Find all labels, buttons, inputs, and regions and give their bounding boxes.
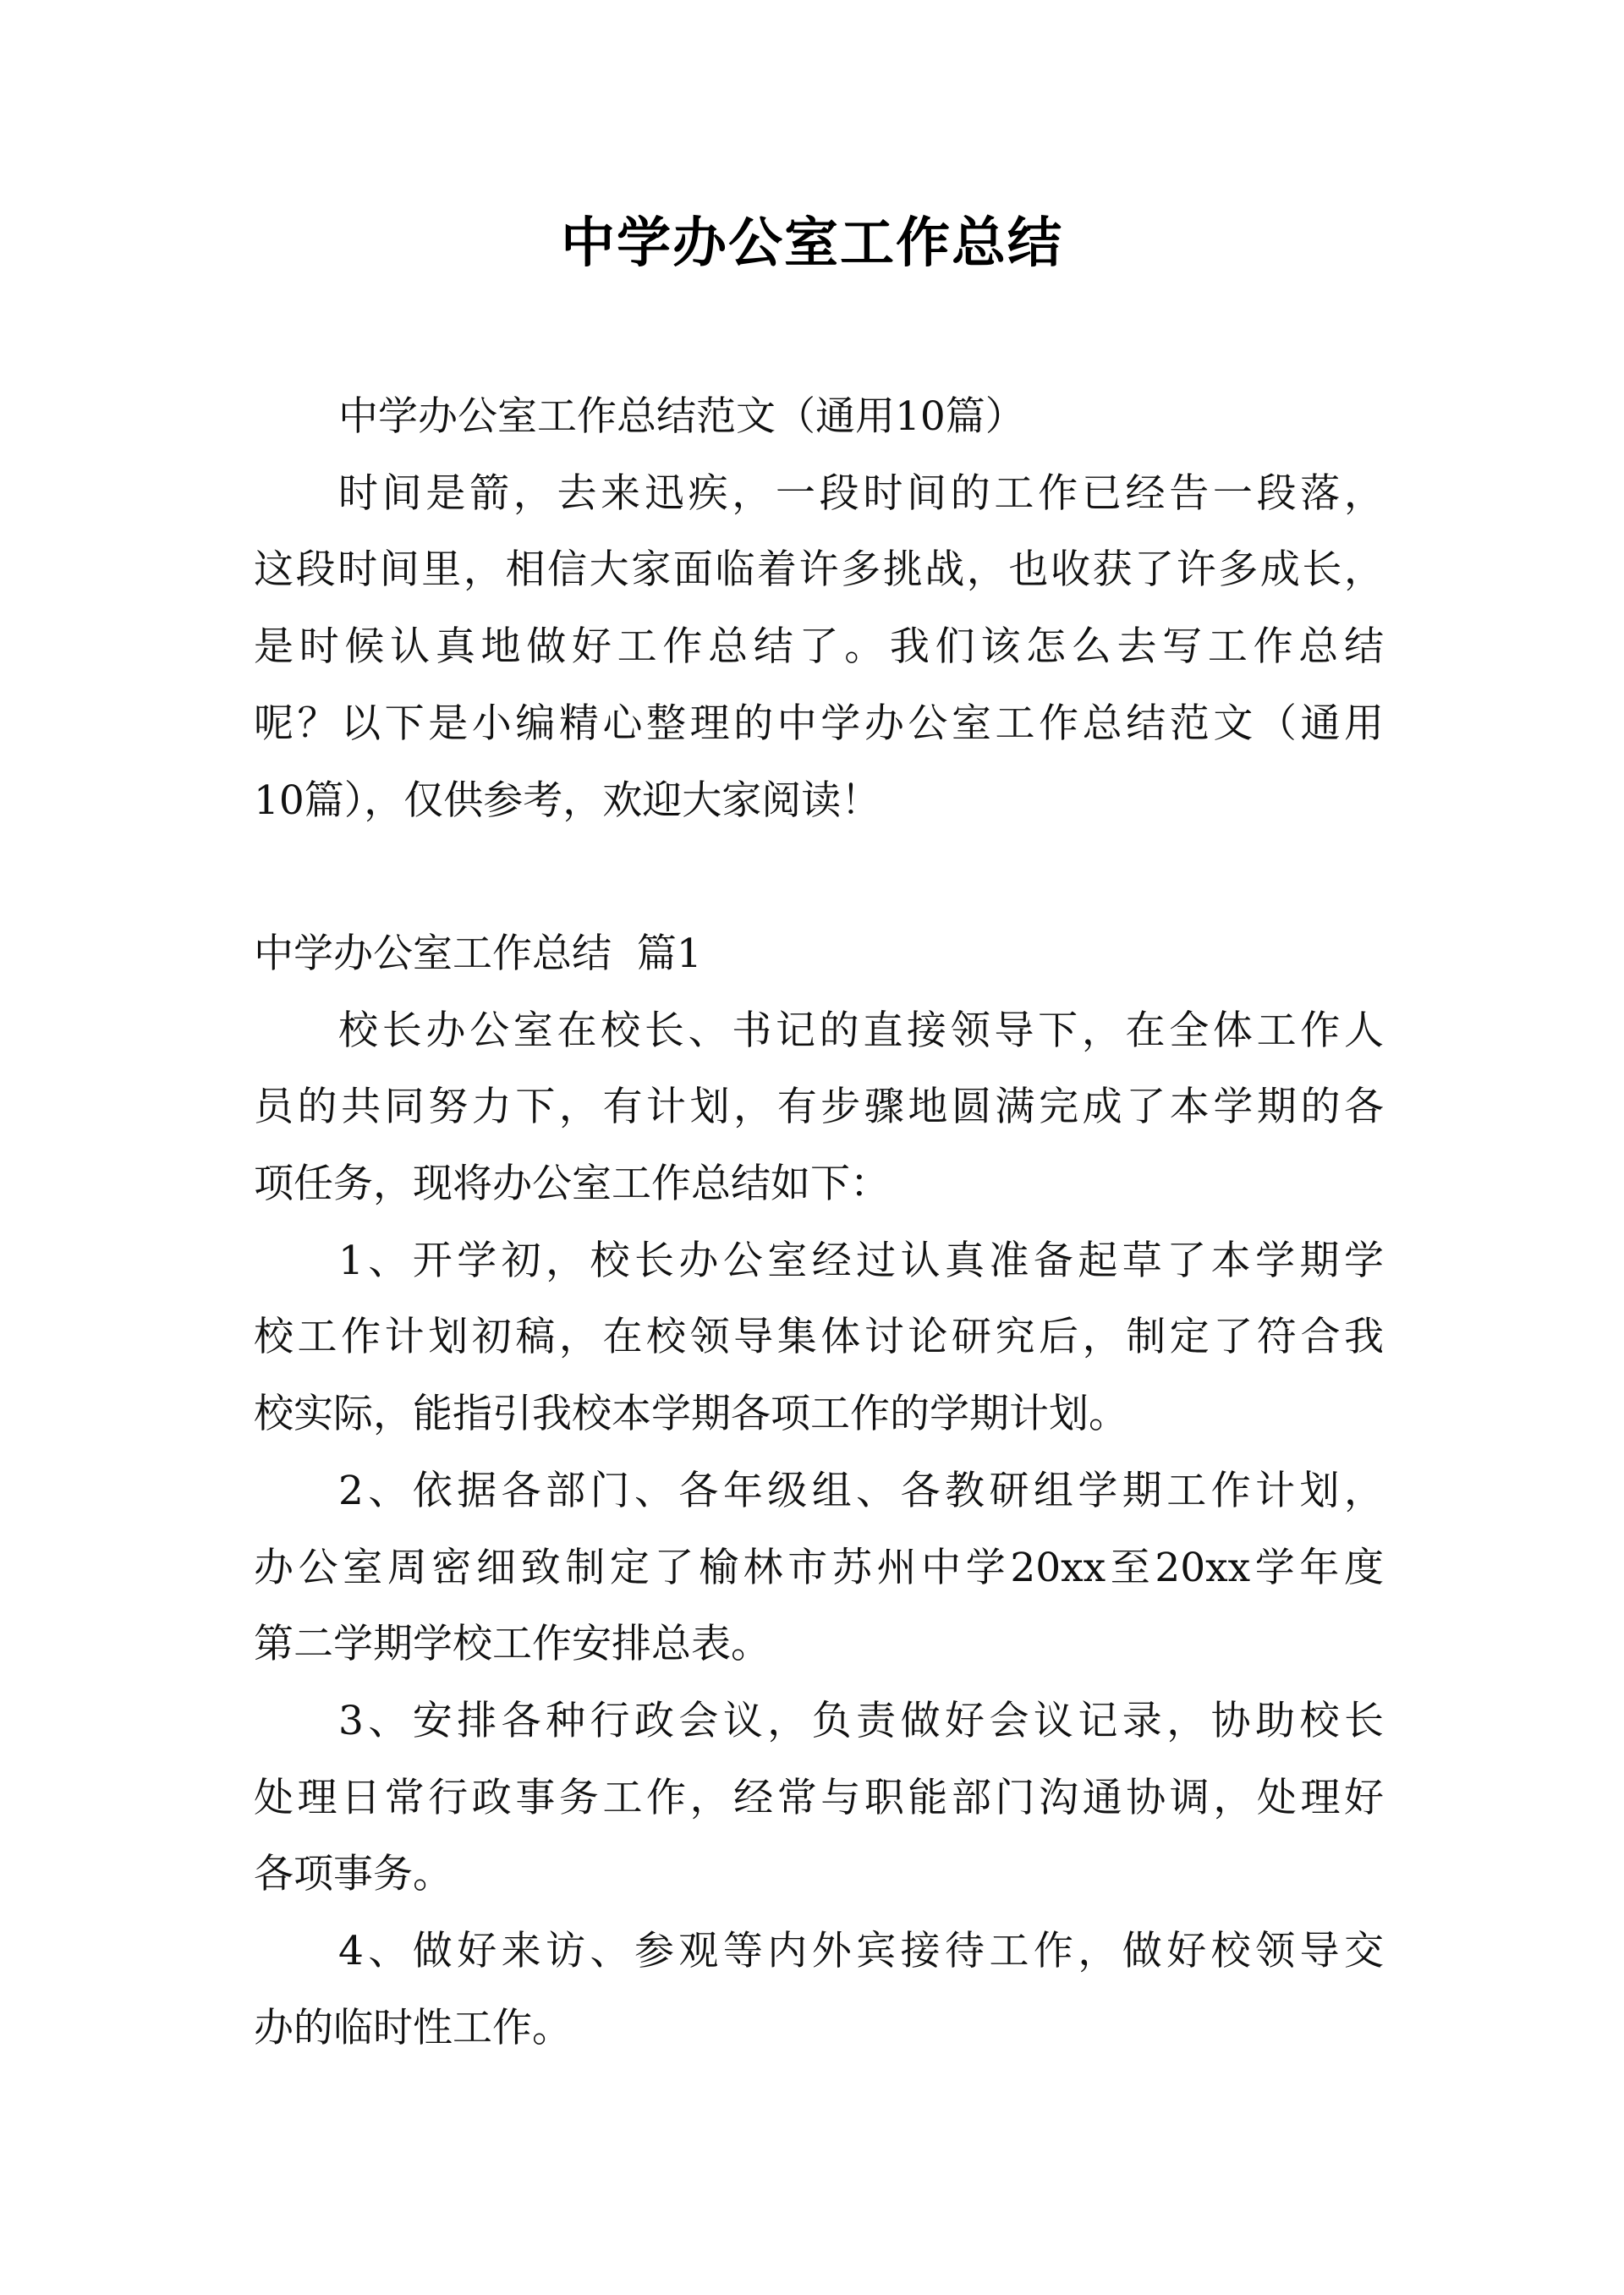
text-line: 项任务，现将办公室工作总结如下：	[254, 1161, 890, 1208]
document-title: 中学办公室工作总结	[561, 212, 1063, 275]
text-line: 10篇），仅供参考，欢迎大家阅读！	[254, 777, 881, 824]
paragraph	[254, 1913, 1384, 2067]
text-line: 校工作计划初稿，在校领导集体讨论研究后，制定了符合我	[254, 1314, 1384, 1361]
text-line: 校实际，能指引我校本学期各项工作的学期计划。	[254, 1391, 1128, 1438]
text-line: 办的临时性工作。	[254, 2004, 572, 2051]
paragraph	[254, 1453, 1384, 1683]
text-line: 呢？以下是小编精心整理的中学办公室工作总结范文（通用	[254, 700, 1384, 747]
blank-line	[254, 839, 1384, 916]
paragraph	[254, 1223, 1384, 1453]
text-line: 校长办公室在校长、书记的直接领导下，在全体工作人	[338, 1007, 1384, 1054]
document-body	[254, 379, 1384, 2067]
paragraph	[254, 993, 1384, 1223]
document-subtitle: 中学办公室工作总结范文（通用10篇）	[338, 393, 1025, 440]
text-line: 时间是箭，去来迅疾，一段时间的工作已经告一段落，	[338, 469, 1384, 517]
text-line: 员的共同努力下，有计划，有步骤地圆满完成了本学期的各	[254, 1084, 1384, 1131]
text-line: 2、依据各部门、各年级组、各教研组学期工作计划，	[338, 1467, 1384, 1514]
section-heading: 中学办公室工作总结 篇1	[254, 930, 702, 977]
paragraph	[254, 1683, 1384, 1913]
text-line: 各项事务。	[254, 1851, 453, 1898]
text-line: 是时候认真地做好工作总结了。我们该怎么去写工作总结	[254, 623, 1384, 671]
intro-paragraph	[254, 456, 1384, 840]
text-line: 第二学期学校工作安排总表。	[254, 1621, 771, 1668]
text-line: 4、做好来访、参观等内外宾接待工作，做好校领导交	[338, 1928, 1384, 1975]
text-line: 1、开学初，校长办公室经过认真准备起草了本学期学	[338, 1237, 1384, 1284]
text-line: 办公室周密细致制定了榆林市苏州中学20xx至20xx学年度	[254, 1544, 1384, 1591]
text-line: 这段时间里，相信大家面临着许多挑战，也收获了许多成长，	[254, 546, 1384, 594]
text-line: 处理日常行政事务工作，经常与职能部门沟通协调，处理好	[254, 1774, 1384, 1821]
text-line: 3、安排各种行政会议，负责做好会议记录，协助校长	[338, 1697, 1384, 1744]
